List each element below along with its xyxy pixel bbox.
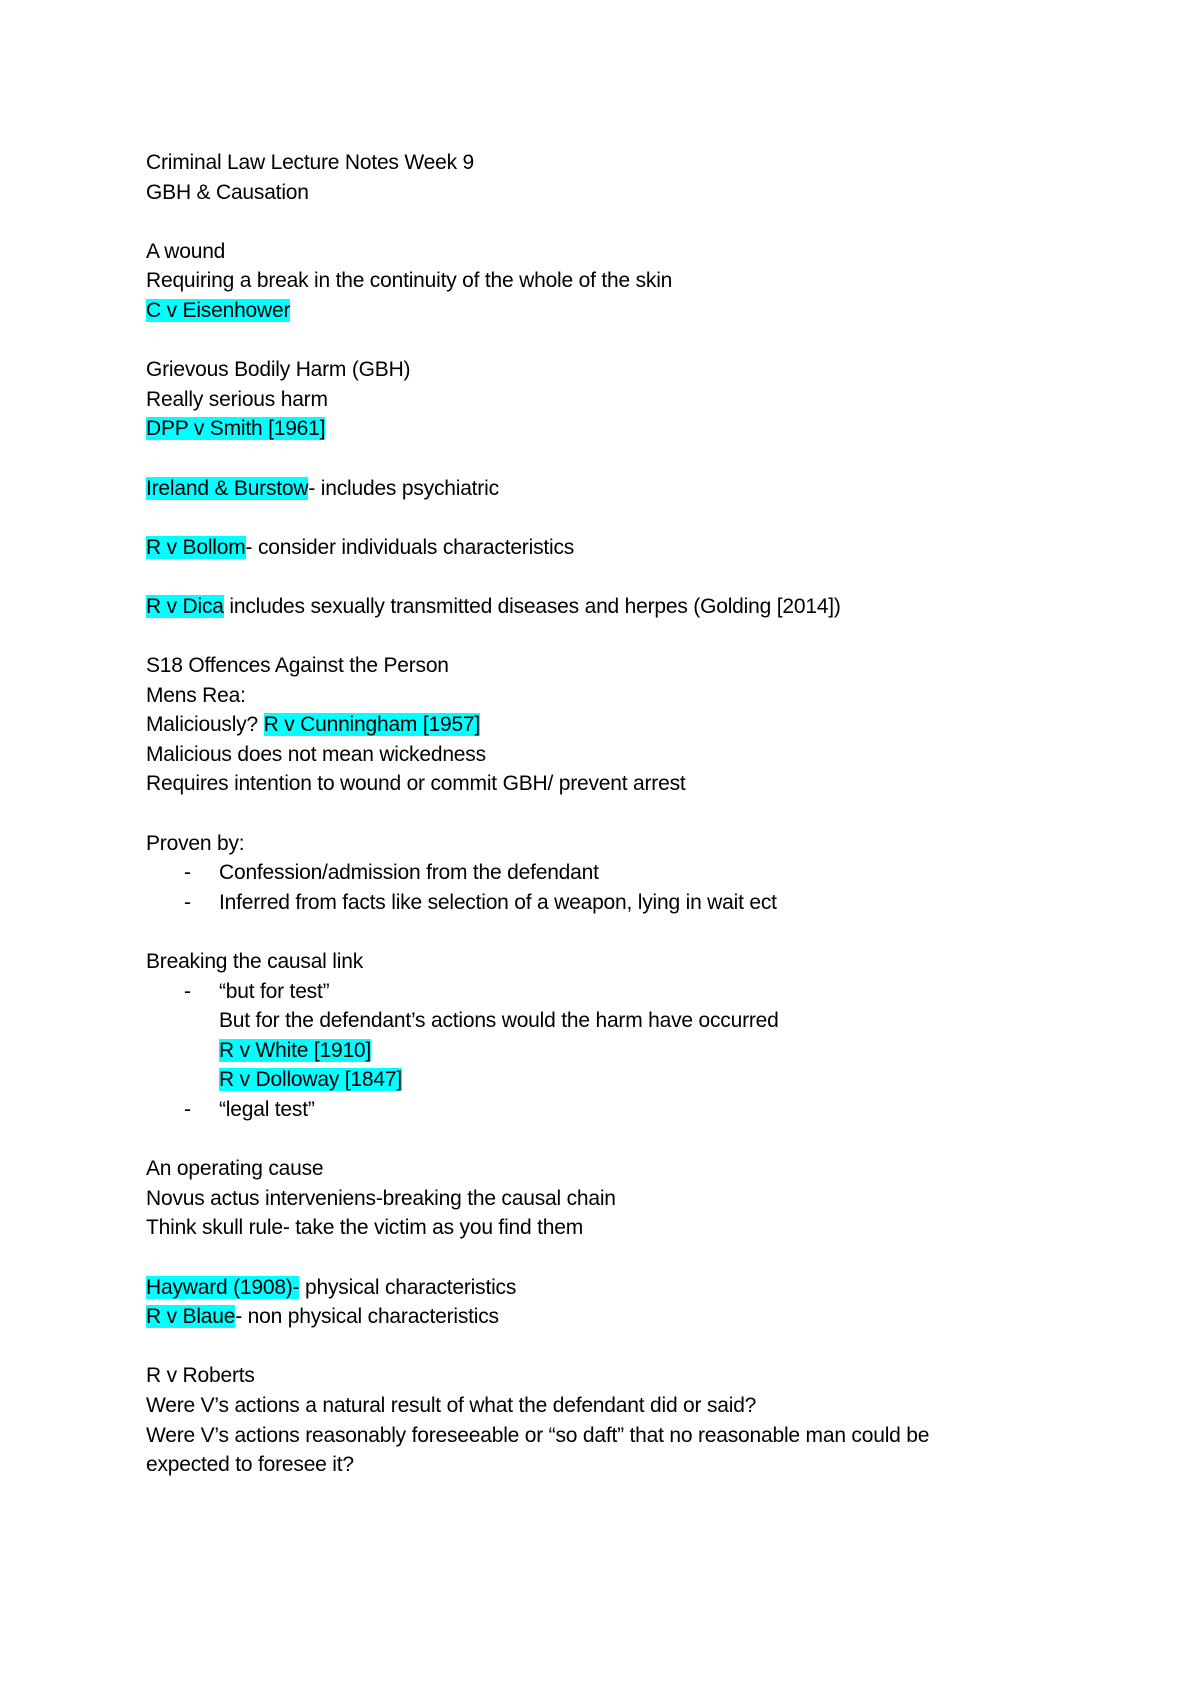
roberts-question-2: Were V’s actions reasonably foreseeable or “so daft” that no reasonable man could be — [146, 1423, 930, 1447]
blank-line — [146, 1125, 1096, 1155]
list-item-text: “legal test” — [219, 1098, 315, 1121]
case-highlight: R v Bollom — [146, 535, 246, 559]
roberts-question-2-continued: expected to foresee it? — [146, 1453, 354, 1477]
dash-bullet: - — [184, 861, 191, 885]
dash-bullet: - — [184, 890, 191, 914]
list-item — [146, 858, 1096, 888]
requires-intention: Requires intention to wound or commit GBH/ prevent arrest — [146, 772, 686, 796]
dash-bullet: - — [184, 979, 191, 1003]
s18-heading: S18 Offences Against the Person — [146, 654, 449, 678]
case-highlight: C v Eisenhower — [146, 298, 291, 322]
gbh-heading: Grievous Bodily Harm (GBH) — [146, 358, 411, 382]
wound-heading: A wound — [146, 239, 226, 263]
case-note: physical characteristics — [299, 1275, 517, 1299]
dolloway-case-line — [146, 1065, 1096, 1095]
blank-line — [146, 444, 1096, 474]
case-highlight: R v Dolloway [1847] — [219, 1068, 402, 1092]
case-note: includes sexually transmitted diseases and herpes (Golding [2014]) — [223, 594, 841, 618]
case-note: - non physical characteristics — [235, 1305, 499, 1329]
case-highlight: Hayward (1908)- — [146, 1275, 300, 1299]
skull-rule-line: Think skull rule- take the victim as you find them — [146, 1216, 584, 1240]
maliciously-prefix: Maliciously? — [146, 713, 264, 737]
case-highlight: R v Dica — [146, 594, 224, 618]
roberts-question-1: Were V’s actions a natural result of what the defendant did or said? — [146, 1393, 757, 1417]
gbh-case-line — [146, 414, 1096, 444]
list-item-text: “but for test” — [219, 979, 330, 1003]
document-body — [146, 148, 1096, 1480]
roberts-heading: R v Roberts — [146, 1364, 255, 1388]
ireland-line — [146, 474, 1096, 504]
list-item — [146, 888, 1096, 918]
case-highlight: DPP v Smith [1961] — [146, 417, 326, 441]
wound-case-line — [146, 296, 1096, 326]
case-note: - includes psychiatric — [308, 476, 499, 500]
list-item — [146, 1095, 1096, 1125]
document-title: Criminal Law Lecture Notes Week 9 — [146, 151, 474, 174]
gbh-definition: Really serious harm — [146, 387, 328, 411]
dica-line — [146, 592, 1096, 622]
maliciously-line — [146, 710, 1096, 740]
mens-rea-label: Mens Rea: — [146, 683, 246, 707]
list-item — [146, 977, 1096, 1007]
causal-heading: Breaking the causal link — [146, 950, 363, 974]
bollom-line — [146, 533, 1096, 563]
blank-line — [146, 917, 1096, 947]
case-note: - consider individuals characteristics — [245, 535, 575, 559]
blaue-line — [146, 1302, 1096, 1332]
case-highlight: Ireland & Burstow — [146, 476, 309, 500]
list-item-text: Confession/admission from the defendant — [219, 861, 599, 885]
case-highlight: R v Blaue — [146, 1305, 236, 1329]
blank-line — [146, 562, 1096, 592]
list-item-text: Inferred from facts like selection of a weapon, lying in wait ect — [219, 890, 777, 914]
blank-line — [146, 326, 1096, 356]
malicious-note: Malicious does not mean wickedness — [146, 742, 486, 766]
wound-definition: Requiring a break in the continuity of the whole of the skin — [146, 269, 673, 293]
blank-line — [146, 207, 1096, 237]
document-subtitle: GBH & Causation — [146, 180, 309, 204]
hayward-line — [146, 1273, 1096, 1303]
dash-bullet: - — [184, 1098, 191, 1121]
proven-heading: Proven by: — [146, 831, 245, 855]
blank-line — [146, 622, 1096, 652]
case-highlight: R v White [1910] — [219, 1038, 372, 1062]
blank-line — [146, 503, 1096, 533]
blank-line — [146, 1243, 1096, 1273]
blank-line — [146, 1332, 1096, 1362]
case-highlight: R v Cunningham [1957] — [263, 713, 481, 737]
white-case-line — [146, 1036, 1096, 1066]
blank-line — [146, 799, 1096, 829]
but-for-description: But for the defendant’s actions would the harm have occurred — [219, 1009, 779, 1033]
operating-heading: An operating cause — [146, 1157, 324, 1181]
novus-actus-line: Novus actus interveniens-breaking the causal chain — [146, 1186, 616, 1210]
